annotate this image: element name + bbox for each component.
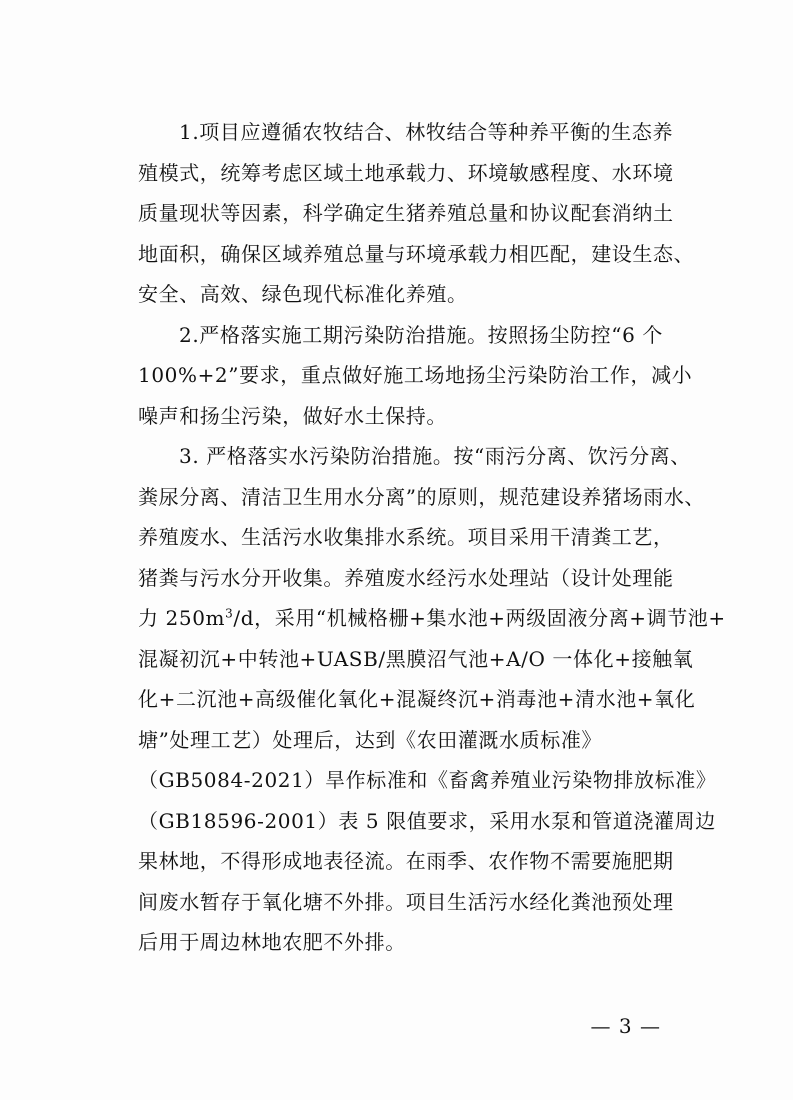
text-segment: /d，采用“机械格栅+集水池+两级固液分离+调节池+ bbox=[233, 606, 726, 630]
superscript: 3 bbox=[225, 606, 234, 621]
text-line: 粪尿分离、清洁卫生用水分离”的原则，规范建设养猪场雨水、 bbox=[138, 484, 706, 509]
text-line-with-superscript bbox=[138, 598, 726, 639]
paragraph-3 bbox=[138, 436, 726, 963]
text-line: 化+二沉池+高级催化氧化+混凝终沉+消毒池+清水池+氧化 bbox=[138, 687, 696, 711]
text-line: 噪声和扬尘污染，做好水土保持。 bbox=[138, 403, 447, 428]
text-line: 质量现状等因素，科学确定生猪养殖总量和协议配套消纳土 bbox=[138, 201, 674, 225]
page-number bbox=[591, 1014, 661, 1038]
text-line: 塘”处理工艺）处理后，达到《农田灌溉水质标准》 bbox=[138, 727, 603, 752]
page-number-value: 3 bbox=[618, 1014, 633, 1038]
text-line: 100%+2”要求，重点做好施工场地扬尘污染防治工作，减小 bbox=[138, 363, 693, 387]
text-line: 安全、高效、绿色现代标准化养殖。 bbox=[138, 282, 468, 306]
text-line: 后用于周边林地农肥不外排。 bbox=[138, 930, 406, 954]
page-dash-right: — bbox=[640, 1014, 661, 1038]
text-line: 地面积，确保区域养殖总量与环境承载力相匹配，建设生态、 bbox=[138, 241, 695, 266]
text-line: 3. 严格落实水污染防治措施。按“雨污分离、饮污分离、 bbox=[179, 444, 691, 468]
text-line: 果林地，不得形成地表径流。在雨季、农作物不需要施肥期 bbox=[138, 849, 674, 873]
text-line: 1.项目应遵循农牧结合、林牧结合等种养平衡的生态养 bbox=[179, 120, 674, 144]
text-line: 间废水暂存于氧化塘不外排。项目生活污水经化粪池预处理 bbox=[138, 889, 674, 914]
document-body bbox=[138, 112, 726, 963]
text-line: （GB18596-2001）表 5 限值要求，采用水泵和管道浇灌周边 bbox=[138, 808, 716, 833]
text-line: 殖模式，统筹考虑区域土地承载力、环境敏感程度、水环境 bbox=[138, 160, 674, 185]
page-dash-left: — bbox=[590, 1014, 612, 1038]
paragraph-2 bbox=[138, 315, 691, 437]
paragraph-1 bbox=[138, 112, 695, 315]
text-line: 猪粪与污水分开收集。养殖废水经污水处理站（设计处理能 bbox=[138, 565, 674, 590]
text-line: 混凝初沉+中转池+UASB/黑膜沼气池+A/O 一体化+接触氧 bbox=[138, 646, 694, 671]
text-line: 养殖废水、生活污水收集排水系统。项目采用干清粪工艺， bbox=[138, 525, 674, 549]
text-line: （GB5084-2021）旱作标准和《畜禽养殖业污染物排放标准》 bbox=[138, 768, 717, 792]
text-segment: 力 250m bbox=[138, 606, 226, 630]
text-line: 2.严格落实施工期污染防治措施。按照扬尘防控“6 个 bbox=[179, 322, 663, 347]
